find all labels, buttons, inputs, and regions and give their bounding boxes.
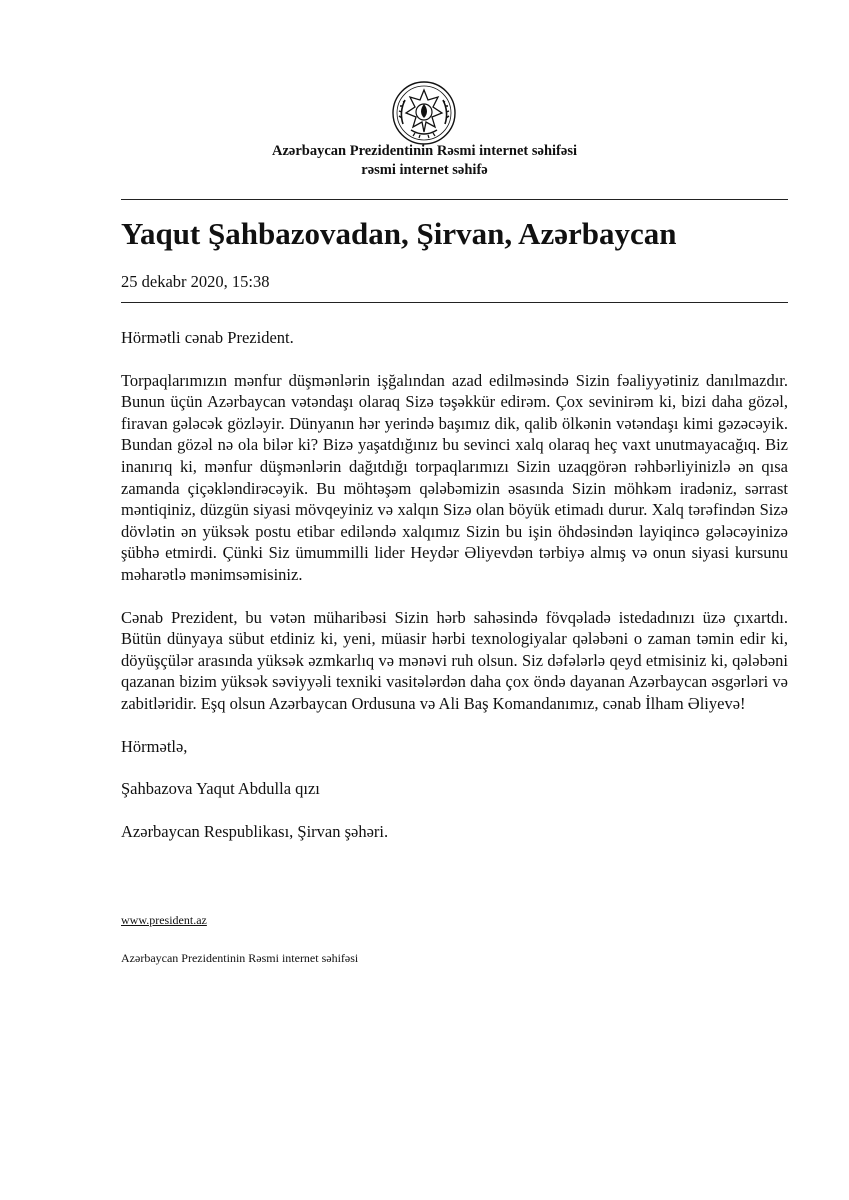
signature-location: Azərbaycan Respublikası, Şirvan şəhəri. (121, 821, 389, 841)
footer-website-link[interactable]: www.president.az (121, 913, 207, 927)
body-paragraph: Torpaqlarımızın mənfur düşmənlərin işğalından azad edilməsində Sizin fəaliyyətiniz danılmazdır. Bunun üçün Azərbaycan vətəndaşı olaraq Sizə təşəkkür edirəm. Çox sevinirəm ki, bizi daha gözəl, firavan gələcək gözləyir. Dünyanın hər yerində başımız dik, qalib ölkənin vətəndaşı kimi gəzəcəyik. Bundan gözəl nə ola bilər ki? Bizə yaşatdığınız bu sevinci xalq olaraq heç vaxt unutmayacağıq. Biz inanırıq ki, mənfur düşmənlərin dağıtdığı torpaqlarımızı Sizin uzaqgörən rəhbərliyinizlə ən qısa zamanda çiçəkləndirəcəyik. Bu möhtəşəm qələbəmizin əsasında Sizin möhkəm iradəniz, sərrast məntiqiniz, düzgün siyasi mövqeyiniz və xalqın Sizə olan böyük etimadı durur. Xalq tərəfindən Sizə dövlətin ən yüksək postu etibar ediləndə xalqımız Sizin bu işin öhdəsindən layiqincə gələcəyinizə şübhə etmirdi. Çünki Siz ümummilli lider Heydər Əliyevdən tərbiyə almış və onun siyasi kursunu məharətlə mənimsəmisiniz. (121, 370, 788, 584)
site-subtitle: rəsmi internet səhifə (361, 162, 488, 178)
letter-body (121, 327, 788, 863)
closing: Hörmətlə, (121, 736, 188, 756)
page-title: Yaqut Şahbazovadan, Şirvan, Azərbaycan (121, 216, 677, 251)
salutation: Hörmətli cənab Prezident. (121, 328, 294, 347)
header-divider (121, 199, 788, 200)
body-paragraph: Cənab Prezident, bu vətən müharibəsi Sizin hərb sahəsində fövqəladə istedadınızı üzə çıxartdı. Bütün dünyaya sübut etdiniz ki, yeni, müasir hərbi texnologiyalar qələbəni o zaman təmin edir ki, döyüşçülər arasında yüksək əzmkarlıq və mənəvi ruh olsun. Siz dəfələrlə qeyd etmisiniz ki, qələbəni qazanan bizim yüksək səviyyəli texniki vasitələrdən daha çox öndə dayanan Azərbaycan əsgərləri və zabitləridir. Eşq olsun Azərbaycan Ordusuna və Ali Baş Komandanımız, cənab İlham Əliyevə! (121, 607, 788, 713)
title-divider (121, 302, 788, 303)
footer-site-name: Azərbaycan Prezidentinin Rəsmi internet səhifəsi (121, 951, 359, 965)
publish-date: 25 dekabr 2020, 15:38 (121, 272, 270, 291)
azerbaijan-state-emblem-icon (391, 80, 457, 146)
signature-name: Şahbazova Yaqut Abdulla qızı (121, 779, 320, 799)
site-title: Azərbaycan Prezidentinin Rəsmi internet səhifəsi (272, 143, 577, 159)
